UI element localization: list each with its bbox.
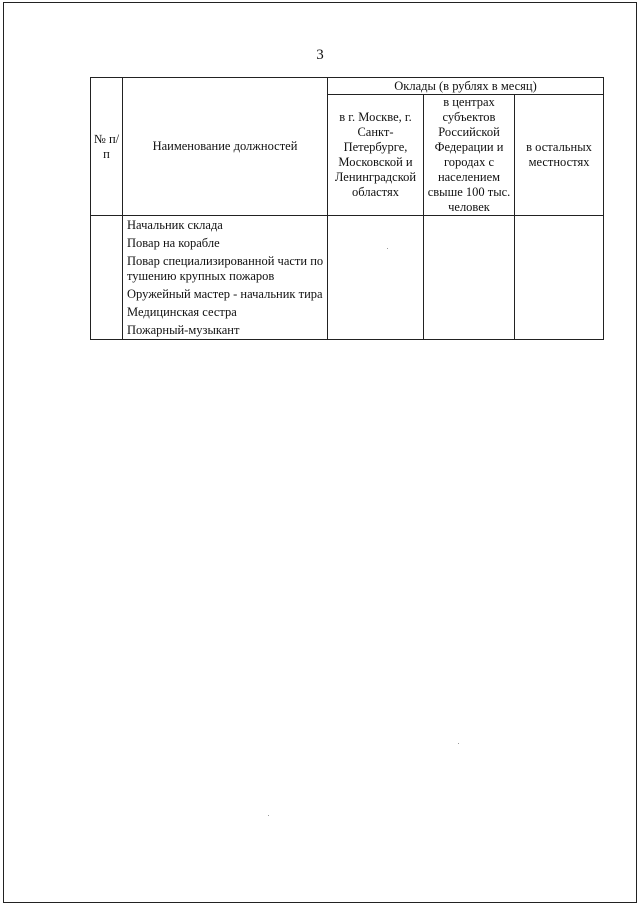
page-number: 3 bbox=[316, 47, 324, 63]
salary-table bbox=[90, 77, 604, 340]
scan-artifact bbox=[458, 743, 459, 744]
scan-artifact bbox=[387, 248, 388, 249]
header-salary-group: Оклады (в рублях в месяц) bbox=[328, 78, 604, 95]
salary-cell-moscow bbox=[328, 216, 424, 340]
header-other-areas-text: в остальных местностях bbox=[526, 140, 592, 169]
header-moscow-spb-text: в г. Москве, г. Санкт-Петербурге, Московской и Ленинградской областях bbox=[334, 110, 417, 199]
salary-cell-centers bbox=[424, 216, 515, 340]
position-item: Оружейный мастер - начальник тира bbox=[127, 287, 323, 301]
document-page bbox=[3, 2, 637, 903]
header-position-name: Наименование должностей bbox=[123, 78, 328, 216]
salary-cell-other bbox=[515, 216, 604, 340]
number-cell bbox=[91, 216, 123, 340]
position-item: Медицинская сестра bbox=[127, 305, 237, 319]
position-item: Пожарный-музыкант bbox=[127, 323, 240, 337]
header-number: № п/п bbox=[91, 78, 123, 216]
scan-artifact bbox=[268, 815, 269, 816]
table-header-row bbox=[91, 78, 604, 95]
position-item: Повар на корабле bbox=[127, 236, 220, 250]
table-row bbox=[91, 216, 604, 340]
positions-cell bbox=[123, 216, 328, 340]
header-regional-centers bbox=[424, 95, 515, 216]
header-regional-centers-text: в центрах субъектов Российской Федерации и городах с населением свыше 100 тыс. человек bbox=[427, 95, 511, 214]
header-moscow-spb bbox=[328, 95, 424, 216]
position-item: Повар специализированной части по тушению крупных пожаров bbox=[127, 254, 324, 283]
position-item: Начальник склада bbox=[127, 218, 223, 232]
header-other-areas bbox=[515, 95, 604, 216]
